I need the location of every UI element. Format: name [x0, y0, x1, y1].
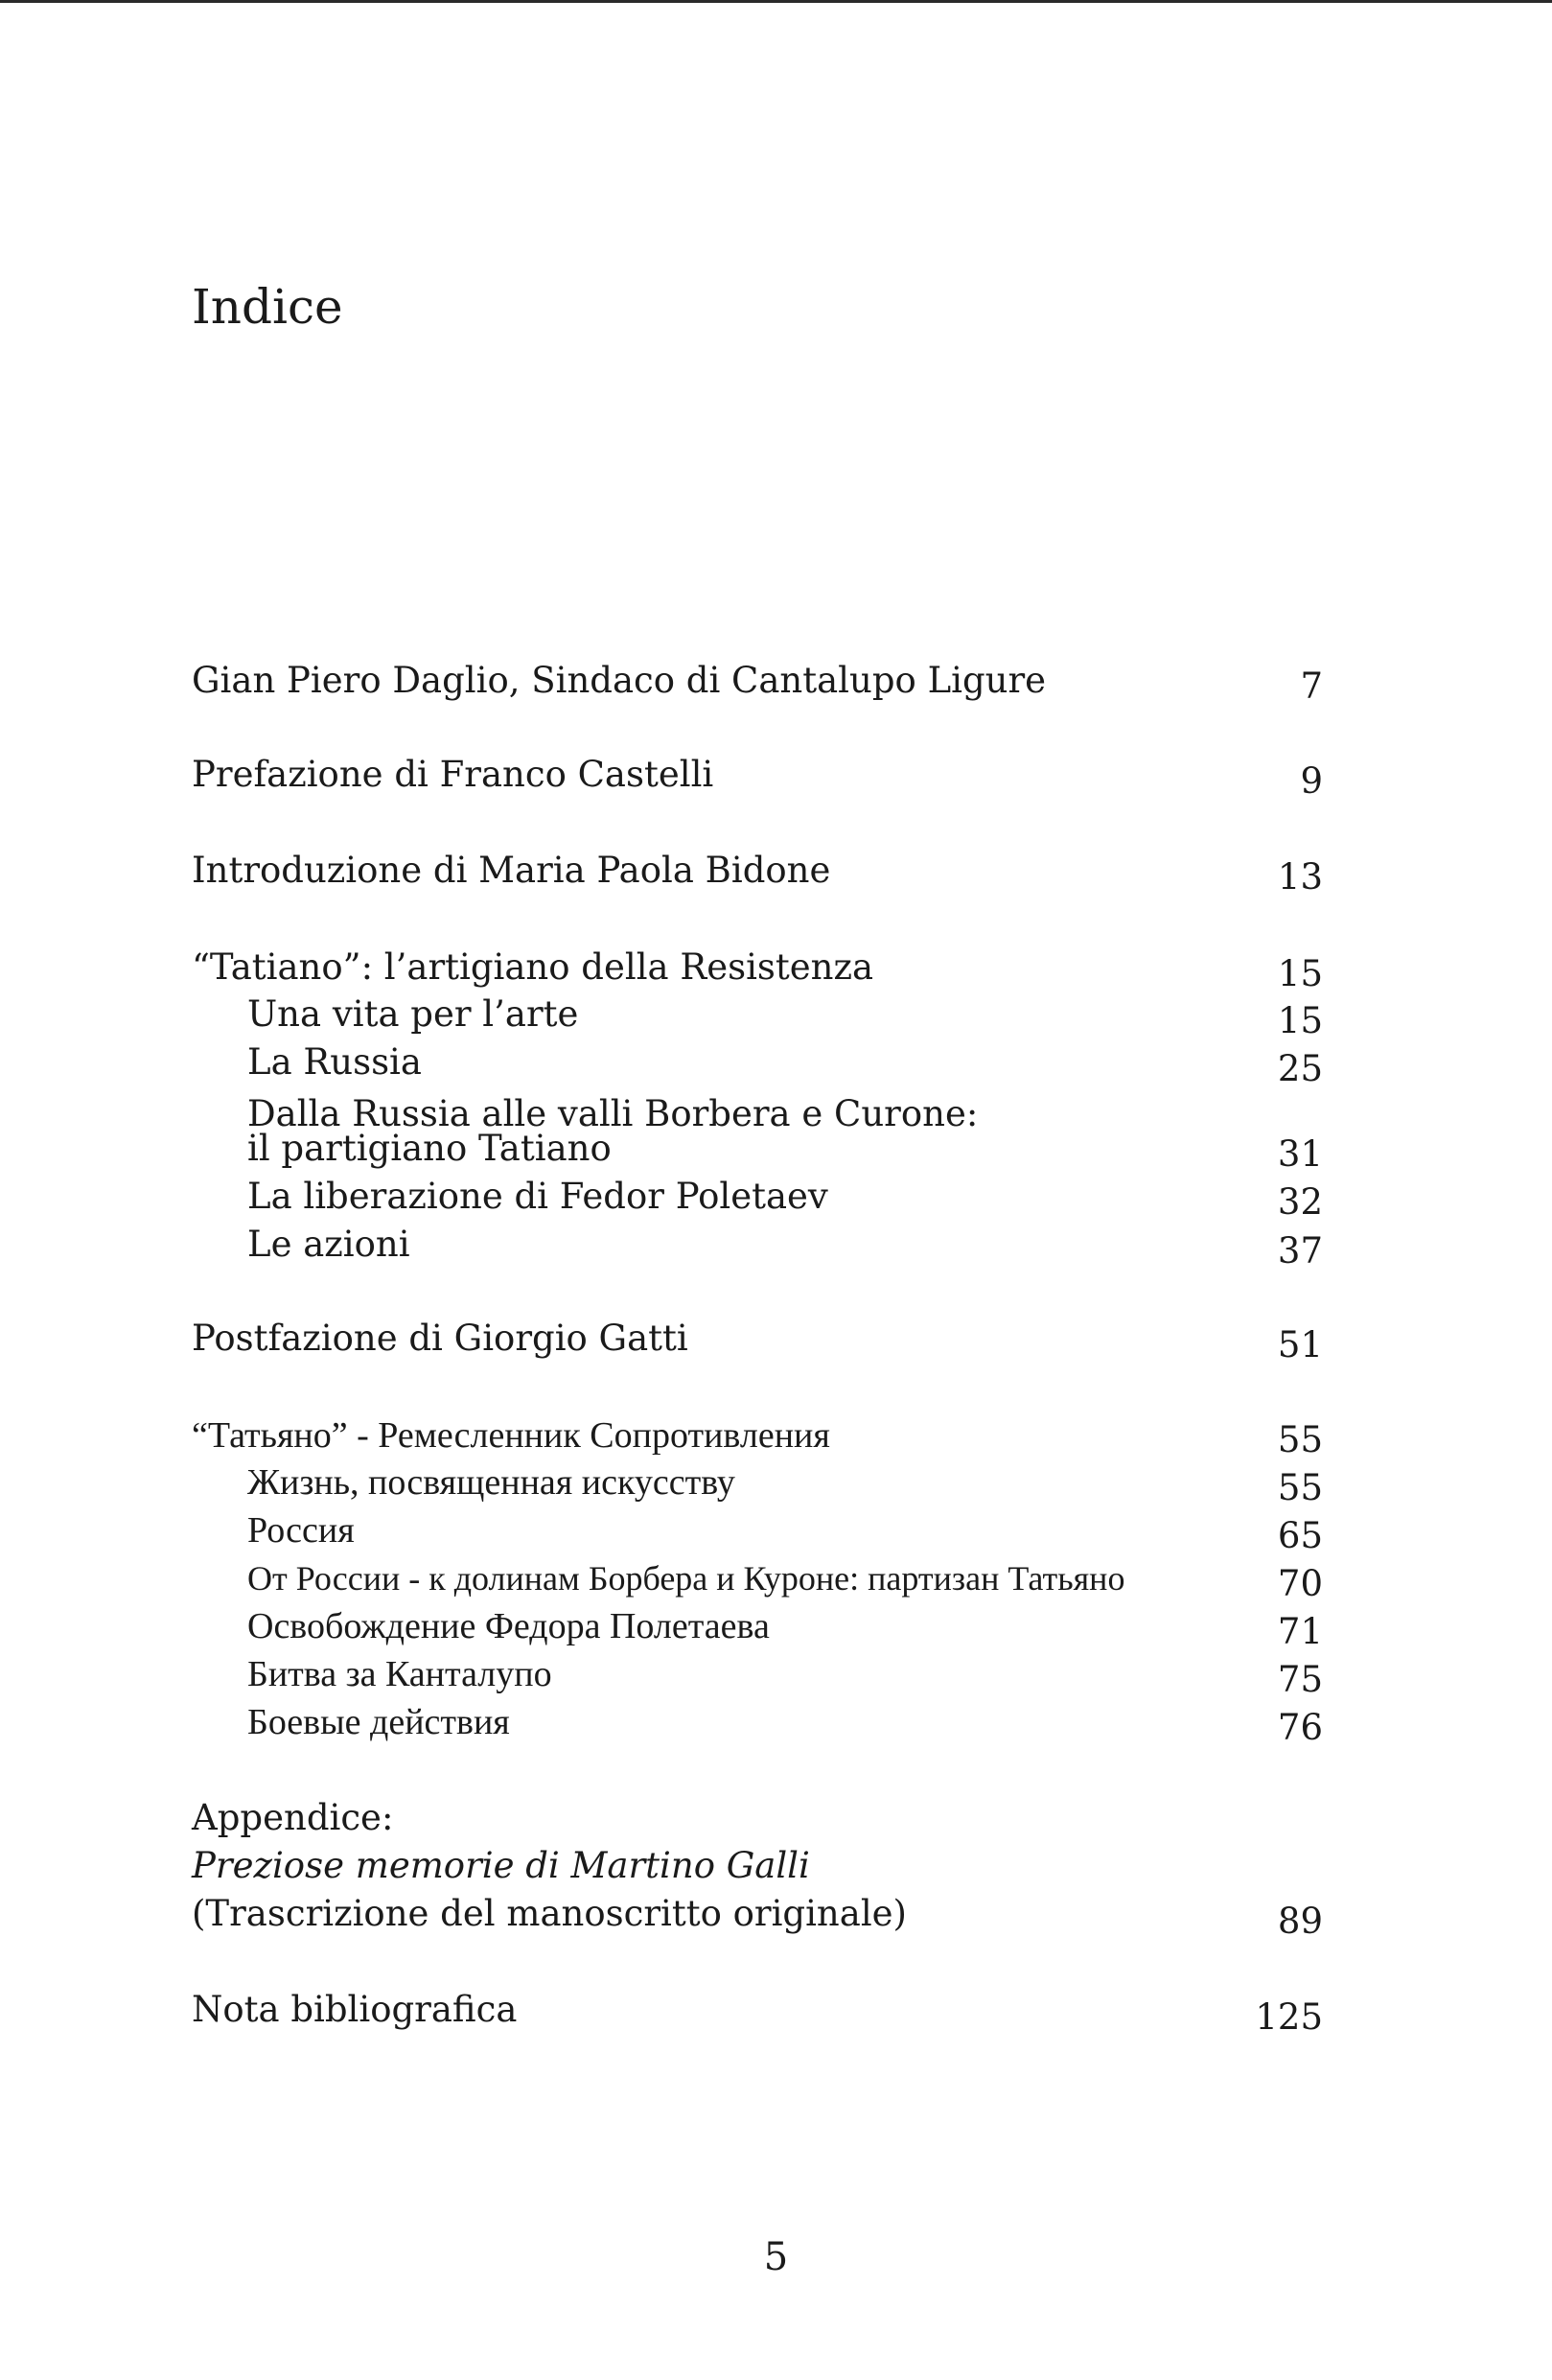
toc-subentry-page: 71	[1277, 1611, 1323, 1652]
toc-subentry-label[interactable]: От России - к долинам Борбера и Куроне: партизан Татьяно	[247, 1559, 1125, 1598]
toc-subentry-page: 25	[1277, 1048, 1323, 1089]
toc-subentry-label[interactable]: La Russia	[247, 1041, 422, 1083]
toc-subentry-page: 65	[1277, 1515, 1323, 1556]
toc-subentry-page: 55	[1277, 1467, 1323, 1508]
toc-entry-label[interactable]: Nota bibliografica	[192, 1989, 518, 2030]
toc-subentry-page: 70	[1277, 1563, 1323, 1604]
toc-subentry-page: 76	[1277, 1707, 1323, 1748]
toc-entry-page: 13	[1277, 856, 1323, 898]
toc-subentry-page: 37	[1277, 1230, 1323, 1272]
toc-subentry-page: 15	[1277, 1000, 1323, 1041]
toc-subentry-label[interactable]: Боевые действия	[247, 1702, 510, 1742]
toc-subentry-page: 75	[1277, 1659, 1323, 1700]
toc-entry-page: 55	[1277, 1419, 1323, 1460]
toc-entry-label[interactable]: Gian Piero Daglio, Sindaco di Cantalupo Ligure	[192, 660, 1047, 701]
toc-subentry-label-line2[interactable]: il partigiano Tatiano	[247, 1128, 612, 1169]
toc-entry-label-line1[interactable]: Appendice:	[192, 1797, 394, 1838]
toc-subentry-label[interactable]: Россия	[247, 1510, 355, 1551]
toc-subentry-label[interactable]: Le azioni	[247, 1224, 410, 1265]
toc-entry-page: 89	[1277, 1901, 1323, 1942]
page-number-folio: 5	[763, 2235, 789, 2279]
toc-subentry-label[interactable]: La liberazione di Fedor Poletaev	[247, 1176, 828, 1217]
toc-entry-page: 9	[1300, 760, 1323, 802]
toc-entry-page: 125	[1255, 1996, 1323, 2038]
toc-entry-label-line3[interactable]: (Trascrizione del manoscritto originale)	[192, 1893, 907, 1934]
toc-subentry-label[interactable]: Освобождение Федора Полетаева	[247, 1606, 770, 1646]
toc-subentry-label[interactable]: Una vita per l’arte	[247, 993, 579, 1035]
toc-entry-page: 15	[1277, 953, 1323, 994]
toc-entry-label[interactable]: Postfazione di Giorgio Gatti	[192, 1318, 688, 1359]
toc-subentry-label-line1[interactable]: Dalla Russia alle valli Borbera e Curone:	[247, 1093, 979, 1134]
toc-entry-label[interactable]: “Tatiano”: l’artigiano della Resistenza	[192, 946, 874, 988]
toc-entry-label[interactable]: Prefazione di Franco Castelli	[192, 754, 714, 795]
page-title: Indice	[192, 279, 343, 335]
toc-entry-page: 51	[1277, 1324, 1323, 1365]
toc-entry-label[interactable]: Introduzione di Maria Paola Bidone	[192, 850, 831, 891]
toc-subentry-page: 32	[1277, 1181, 1323, 1223]
toc-subentry-page: 31	[1277, 1133, 1323, 1175]
toc-subentry-label[interactable]: Жизнь, посвященная искусству	[247, 1462, 735, 1503]
toc-subentry-label[interactable]: Битва за Канталупо	[247, 1654, 552, 1694]
toc-entry-label[interactable]: “Татьяно” - Ремесленник Сопротивления	[192, 1415, 830, 1456]
toc-entry-page: 7	[1300, 665, 1323, 707]
toc-entry-label-line2[interactable]: Preziose memorie di Martino Galli	[192, 1845, 810, 1886]
